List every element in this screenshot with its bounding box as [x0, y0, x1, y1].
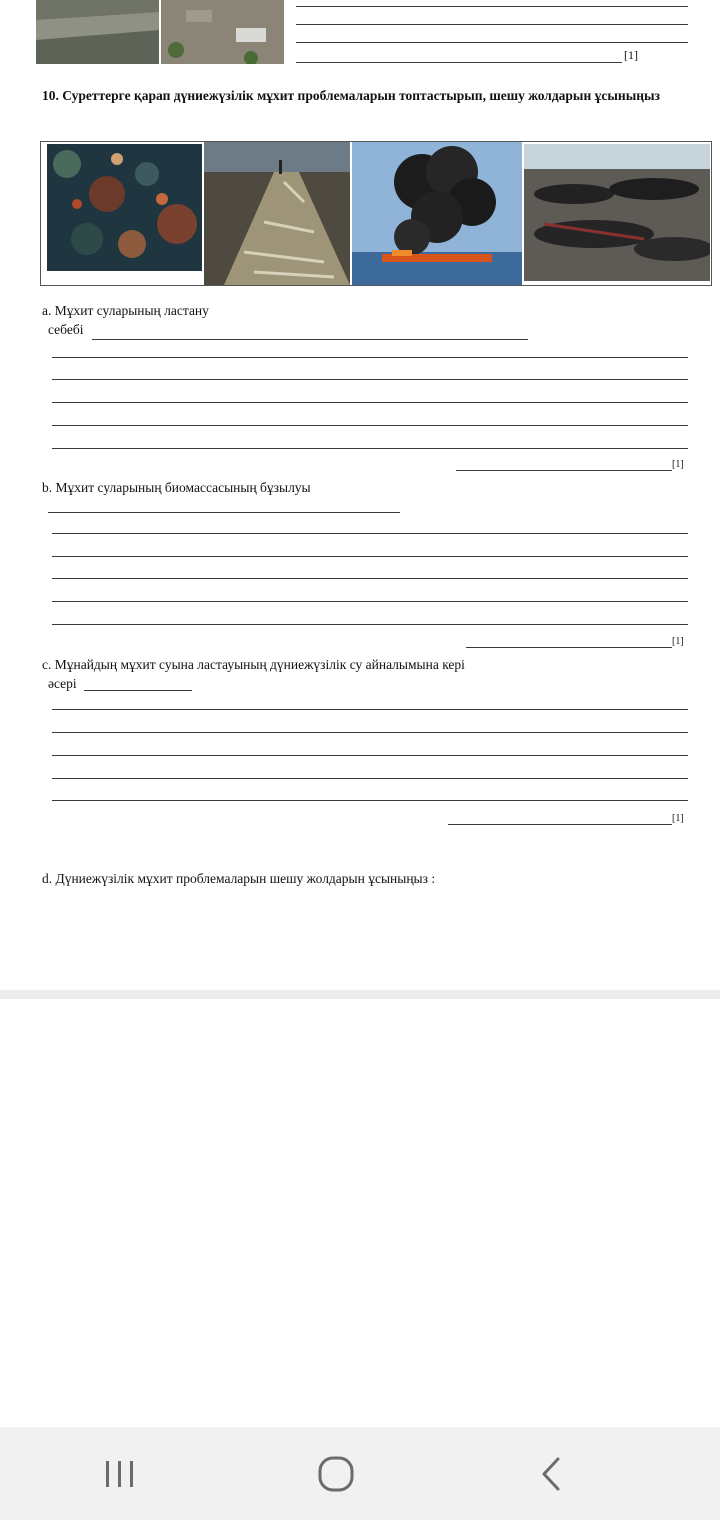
back-button[interactable]: [536, 1455, 568, 1493]
image-strip: [40, 141, 712, 286]
answer-line[interactable]: [48, 512, 400, 513]
answer-line[interactable]: [52, 357, 688, 358]
answer-line[interactable]: [52, 601, 688, 602]
answer-line[interactable]: [52, 556, 688, 557]
answer-line[interactable]: [456, 470, 672, 471]
part-a-label-2: себебі: [48, 322, 84, 337]
page-separator: [0, 990, 720, 999]
whale-stranding-photo: [524, 144, 710, 281]
answer-line[interactable]: [52, 732, 688, 733]
recent-apps-icon: [106, 1461, 109, 1487]
ocean-pollution-photo: [47, 144, 202, 271]
part-c-label-2: әсері: [48, 676, 77, 691]
answer-line[interactable]: [52, 448, 688, 449]
mark-label: [1]: [672, 813, 684, 824]
answer-line[interactable]: [296, 6, 688, 7]
answer-line[interactable]: [52, 800, 688, 801]
dead-fish-shore-photo: [204, 142, 350, 285]
answer-line[interactable]: [296, 24, 688, 25]
home-icon: [320, 1458, 352, 1490]
answer-line[interactable]: [52, 578, 688, 579]
answer-line[interactable]: [52, 425, 688, 426]
part-d-label: d. Дүниежүзілік мұхит проблемаларын шешу жолдарын ұсыныңыз :: [42, 871, 436, 886]
part-b-label: b. Мұхит суларының биомассасының бұзылуы: [42, 480, 311, 495]
flood-photo-top: [36, 0, 284, 64]
answer-line[interactable]: [52, 778, 688, 779]
answer-line[interactable]: [92, 339, 528, 340]
oil-fire-photo: [352, 142, 522, 285]
mark-label: [1]: [672, 636, 684, 647]
answer-line[interactable]: [52, 709, 688, 710]
answer-line[interactable]: [52, 755, 688, 756]
part-c-label: c. Мұнайдың мұхит суына ластауының дүниежүзілік су айналымына кері: [42, 657, 465, 672]
navigation-bar: [0, 1427, 720, 1520]
question-title: 10. Суреттерге қарап дүниежүзілік мұхит проблемаларын топтастырып, шешу жолдарын ұсыныңыз: [42, 88, 660, 103]
answer-line[interactable]: [296, 62, 622, 63]
answer-line[interactable]: [448, 824, 672, 825]
answer-line[interactable]: [296, 42, 688, 43]
answer-line[interactable]: [52, 624, 688, 625]
mark-label: [1]: [672, 459, 684, 470]
recent-apps-button[interactable]: [100, 1457, 140, 1491]
answer-line[interactable]: [466, 647, 672, 648]
answer-line[interactable]: [52, 533, 688, 534]
answer-line[interactable]: [52, 379, 688, 380]
part-a-label: a. Мұхит суларының ластану: [42, 303, 209, 318]
answer-line[interactable]: [84, 690, 192, 691]
answer-line[interactable]: [52, 402, 688, 403]
home-button[interactable]: [316, 1455, 356, 1493]
mark-label: [1]: [624, 48, 638, 62]
back-icon: [544, 1459, 558, 1489]
